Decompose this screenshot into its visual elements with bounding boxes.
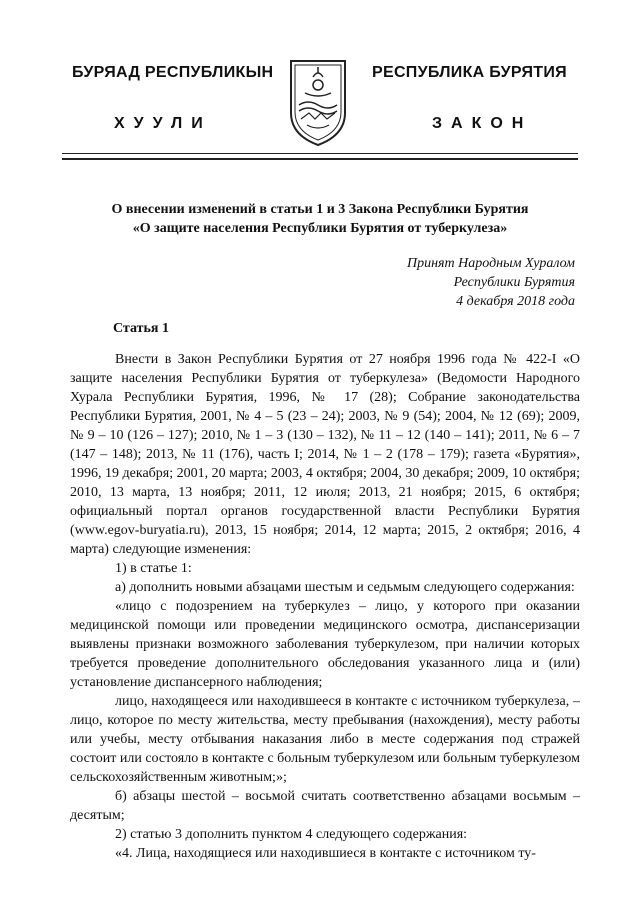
law-title [60, 200, 580, 238]
paragraph: 1) в статье 1: [115, 561, 192, 576]
law-title-line-1: О внесении изменений в статьи 1 и 3 Закона Республики Бурятия [111, 202, 529, 217]
law-title-line-2: «О защите населения Республики Бурятия от туберкулеза» [132, 221, 508, 236]
paragraph: 2) статью 3 дополнить пунктом 4 следующего содержания: [115, 827, 468, 842]
adoption-note-line-2: Республики Бурятия [453, 275, 575, 290]
adoption-note-line-3: 4 декабря 2018 года [456, 294, 575, 309]
paragraph: «4. Лица, находящиеся или находившиеся в контакте с источником ту- [115, 846, 536, 861]
header-divider-thin [62, 153, 578, 154]
paragraph: а) дополнить новыми абзацами шестым и седьмым следующего содержания: [115, 580, 575, 595]
coat-of-arms-icon [283, 55, 353, 149]
header-left-title: БУРЯАД РЕСПУБЛИКЫН [72, 64, 274, 81]
article-heading: Статья 1 [113, 321, 169, 336]
header-right-title: РЕСПУБЛИКА БУРЯТИЯ [372, 64, 567, 81]
article-body [70, 350, 580, 863]
adoption-note [407, 254, 575, 311]
adoption-note-line-1: Принят Народным Хуралом [406, 256, 575, 271]
header-left-doc-type: ХУУЛИ [114, 115, 212, 132]
header-divider-thick [62, 158, 578, 160]
paragraph: Внести в Закон Республики Бурятия от 27 ноября 1996 года № 422-I «О защите населения Республики Бурятия от туберкулеза» (Ведомости Народного Хурала Республики Бурятия, 1996, № 17 (28); Собрание законодательства Республики Бурятия, 2001, № 4 – 5 (23 – 24); 2003, № 9 (54); 2004, № 12 (69); 2009, № 9 – 10 (126 – 127); 2010, № 1 – 3 (130 – 132), № 11 – 12 (140 – 141); 2011, № 6 – 7 (147 – 148); 2013, № 11 (176), часть I; 2014, № 1 – 2 (178 – 179); газета «Бурятия», 1996, 19 декабря; 2001, 20 марта; 2003, 4 октября; 2004, 30 декабря; 2009, 10 октября; 2010, 13 марта, 13 ноября; 2011, 12 июля; 2013, 21 ноября; 2015, 6 октября; официальный портал органов государственной власти Республики Бурятия (www.egov-buryatia.ru), 2013, 15 ноября; 2014, 12 марта; 2015, 2 октября; 2016, 4 марта) следующие изменения: [70, 352, 580, 557]
paragraph: лицо, находящееся или находившееся в контакте с источником туберкулеза, – лицо, которое по месту жительства, месту пребывания (нахождения), месту работы или учебы, месту отбывания наказания либо в месте содержания под стражей состоит или состояло в контакте с больным туберкулезом или больным туберкулезом сельскохозяйственным животным;»; [70, 694, 580, 785]
paragraph: «лицо с подозрением на туберкулез – лицо, у которого при оказании медицинской помощи или проведении медицинского осмотра, диспансеризации выявлены признаки возможного заболевания туберкулезом, при наличии которых требуется проведение дополнительного обследования указанного лица и (или) установление диспансерного наблюдения; [70, 599, 580, 690]
paragraph: б) абзацы шестой – восьмой считать соответственно абзацами восьмым – десятым; [70, 789, 580, 823]
header-right-doc-type: ЗАКОН [432, 115, 533, 132]
